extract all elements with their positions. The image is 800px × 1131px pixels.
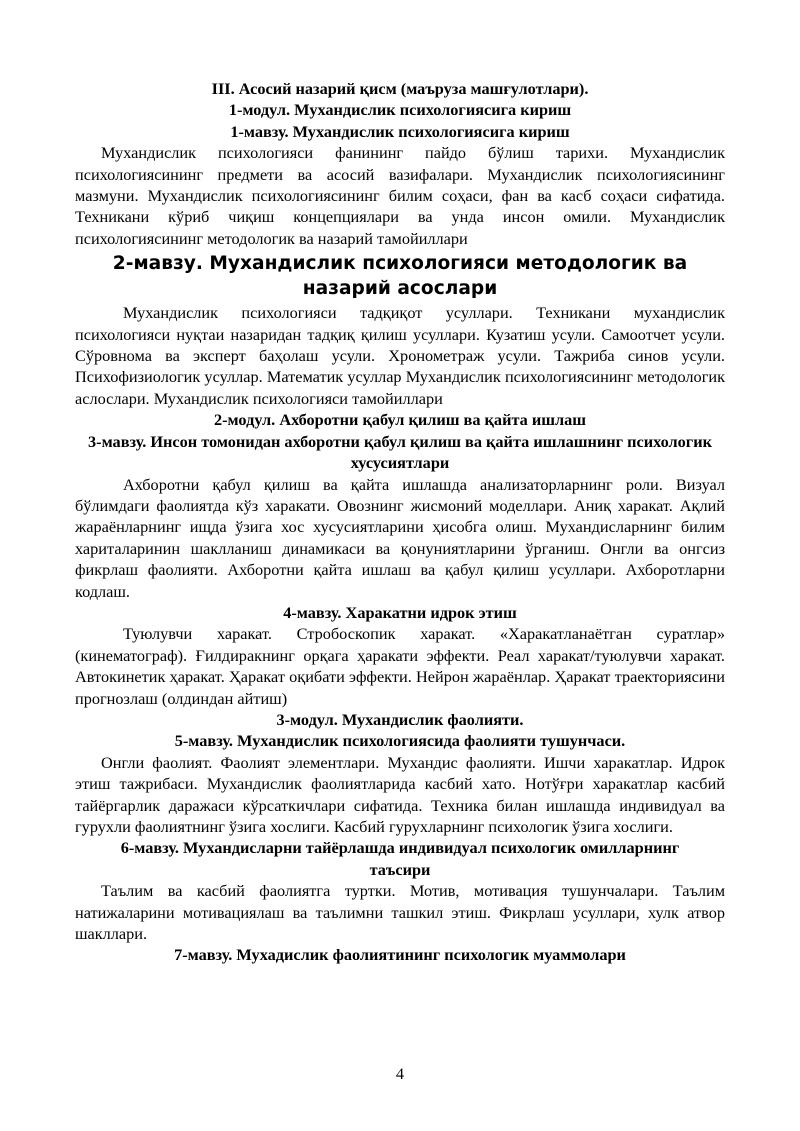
topic-1-paragraph: Мухандислик психологияси фанининг пайдо бўлиш тарихи. Мухандислик психологиясининг предмети ва асосий вазифалари. Мухандислик психологиясининг мазмуни. Мухандислик психологиясининг билим соҳаси, фан ва касб соҳаси сифатида. Техникани кўриб чиқиш концепциялари ва унда инсон омили. Мухандислик психологиясининг методологик ва назарий тамойиллари [75, 143, 725, 248]
topic-6-title: 6-мавзу. Мухандисларни тайёрлашда индивидуал психологик омилларнинг таъсири [120, 838, 680, 879]
topic-7-title: 7-мавзу. Мухадислик фаолиятининг психологик муаммолари [174, 945, 626, 965]
module-1-title: 1-модул. Мухандислик психологиясига кириш [228, 100, 572, 120]
module-2-title: 2-модул. Ахборотни қабул қилиш ва қайта ишлаш [213, 410, 587, 430]
topic-6-paragraph: Таълим ва касбий фаолиятга туртки. Мотив, мотивация тушунчалари. Таълим натижаларини мотивациялаш ва таълимни ташкил этиш. Фикрлаш усуллари, хулк атвор шакллари. [75, 881, 725, 944]
topic-1-title: 1-мавзу. Мухандислик психологиясига кириш [230, 121, 570, 141]
section-title: III. Асосий назарий қисм (маъруза машғулотлари). [211, 79, 589, 98]
topic-3-paragraph: Ахборотни қабул қилиш ва қайта ишлашда анализаторларнинг роли. Визуал бўлимдаги фаолиятда кўз харакати. Овознинг жисмоний моделлари. Аниқ харакат. Ақлий жараёнларнинг ищда ўзига хос хусусиятларини ҳисобга олиш. Мухандисларнинг билим хариталаринин шаклланиш динамикаси ва қонуниятларини ўрганиш. Онгли ва онгсиз фикрлаш фаолияти. Ахборотни қайта ишлаш ва қабул қилиш усуллари. Ахборотларни кодлаш. [75, 474, 725, 601]
topic-2-title: 2-мавзу. Мухандислик психологияси методологик ва назарий асослари [112, 253, 688, 300]
module-3-title: 3-модул. Мухандислик фаолияти. [276, 709, 524, 729]
topic-3-title: 3-мавзу. Инсон томонидан ахборотни қабул қилиш ва қайта ишлашнинг психологик хусусиятлари [88, 431, 712, 473]
topic-2-paragraph: Мухандислик психологияси тадқиқот усуллари. Техникани мухандислик психологияси нуқтаи назаридан тадқиқ қилиш усуллари. Кузатиш усули. Самоотчет усули. Сўровнома ва эксперт баҳолаш усули. Хронометраж усули. Тажриба синов усули. Психофизиологик усуллар. Математик усуллар Мухандислик психологиясининг методологик аслослари. Мухандислик психологияси тамойиллари [75, 303, 725, 408]
page-number: 4 [395, 1064, 405, 1083]
topic-4-title: 4-мавзу. Харакатни идрок этиш [283, 602, 517, 622]
topic-4-paragraph: Туюлувчи харакат. Стробоскопик харакат. «Харакатланаётган суратлар» (кинематограф). Ғилдиракнинг орқага ҳаракати эффекти. Реал харакат/туюлувчи харакат. Автокинетик ҳаракат. Ҳаракат оқибати эффекти. Нейрон жараёнлар. Ҳаракат траекториясини прогнозлаш (олдиндан айтиш) [75, 624, 725, 708]
topic-5-title: 5-мавзу. Мухандислик психологиясида фаолияти тушунчаси. [174, 731, 626, 751]
document-page [75, 78, 725, 966]
topic-5-paragraph: Онгли фаолият. Фаолият элементлари. Мухандис фаолияти. Ишчи харакатлар. Идрок этиш тажрибаси. Мухандислик фаолиятларида касбий хато. Нотўғри харакатлар касбий тайёргарлик даражаси кўрсаткичлари сифатида. Техника билан ишлашда индивидуал ва гурухли фаолиятнинг ўзига хослиги. Касбий гурухларнинг психологик ўзига хослиги. [75, 752, 725, 836]
